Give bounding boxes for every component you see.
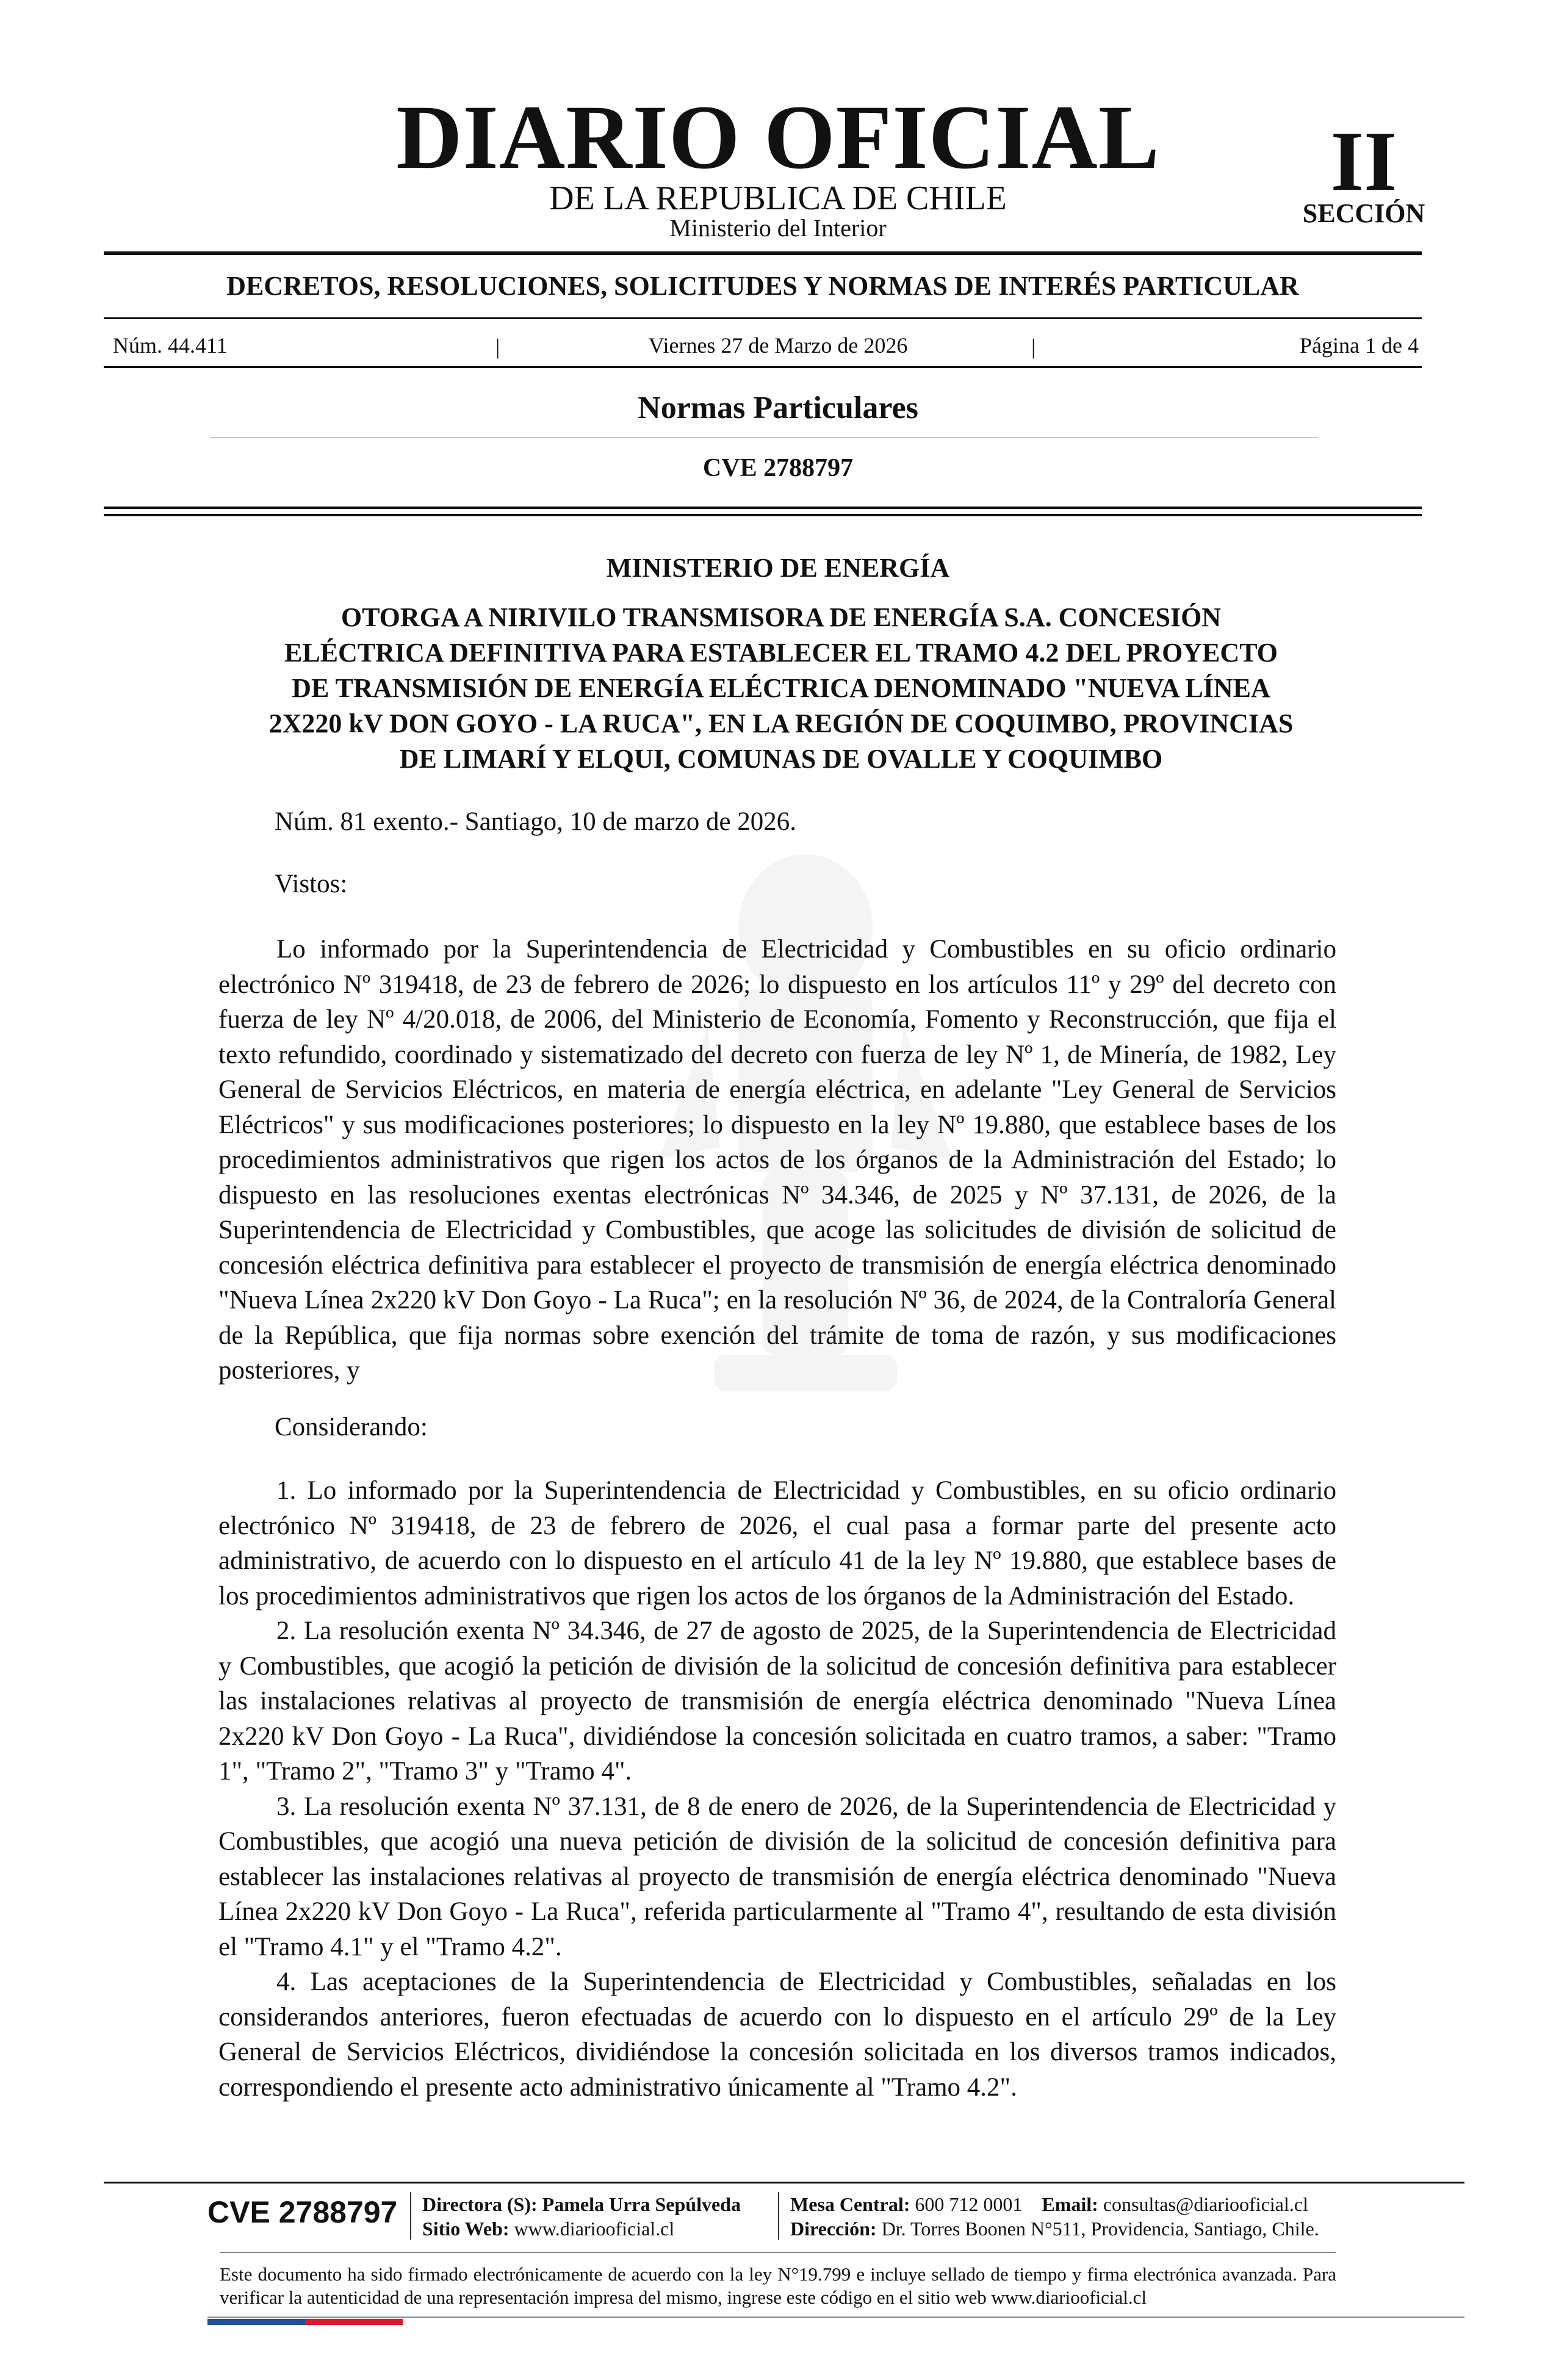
section-number: II: [1330, 114, 1397, 209]
newspaper-subtitle: DE LA REPUBLICA DE CHILE: [549, 179, 1007, 217]
footer-address-value: Dr. Torres Boonen N°511, Providencia, Santiago, Chile.: [881, 2218, 1319, 2240]
footer-separator: [778, 2192, 779, 2240]
footer-cve-code: CVE 2788797: [207, 2195, 398, 2229]
considerando-item: 4. Las aceptaciones de la Superintendencia de Electricidad y Combustibles, señaladas en los considerandos anteriores, fueron efectuadas de acuerdo con lo dispuesto en el artículo 29º de la Ley General de Servicios Eléctricos, dividiéndose la concesión solicitada en los diversos tramos indicados, correspondiendo el presente acto administrativo únicamente al "Tramo 4.2".: [218, 1967, 1336, 2102]
footer-central-label: Mesa Central:: [790, 2193, 910, 2215]
footer-mid-rule: [220, 2252, 1336, 2253]
flag-stripe-red: [305, 2319, 403, 2325]
considerando-item: 2. La resolución exenta Nº 34.346, de 27 de agosto de 2025, de la Superintendencia de Electricidad y Combustibles, que acogió la petición de división de la solicitud de concesión definitiva para establecer las instalaciones relativas al proyecto de transmisión de energía eléctrica denominado "Nueva Línea 2x220 kV Don Goyo - La Ruca", dividiéndose la concesión solicitada en cuatro tramos, a saber: "Tramo 1", "Tramo 2", "Tramo 3" y "Tramo 4".: [218, 1617, 1336, 1786]
norms-heading: Normas Particulares: [638, 391, 918, 425]
meta-separator: |: [495, 334, 500, 359]
footer-site-link[interactable]: www.diariooficial.cl: [514, 2218, 675, 2240]
footer-site-label: Sitio Web:: [422, 2218, 510, 2240]
header-double-rule: [104, 514, 1422, 516]
title-line: ELÉCTRICA DEFINITIVA PARA ESTABLECER EL TRAMO 4.2 DEL PROYECTO: [284, 638, 1278, 668]
decree-line: Núm. 81 exento.- Santiago, 10 de marzo de 2026.: [275, 807, 797, 836]
footer-email-label: Email:: [1042, 2193, 1098, 2215]
header-double-rule: [104, 507, 1422, 509]
considerando-item: 3. La resolución exenta Nº 37.131, de 8 de enero de 2026, de la Superintendencia de Electricidad y Combustibles, que acogió una nueva petición de división de la solicitud de concesión definitiva para establecer las instalaciones relativas al proyecto de transmisión de energía eléctrica denominado "Nueva Línea 2x220 kV Don Goyo - La Ruca", referida particularmente al "Tramo 4", resultando de esta división el "Tramo 4.1" y el "Tramo 4.2".: [218, 1792, 1336, 1961]
document-title: [207, 600, 1355, 777]
meta-rule: [104, 366, 1422, 368]
norms-thin-rule: [211, 437, 1318, 438]
vistos-text: Lo informado por la Superintendencia de Electricidad y Combustibles en su oficio ordinario electrónico Nº 319418, de 23 de febrero de 2026; lo dispuesto en los artículos 11º y 29º del decreto con fuerza de ley Nº 4/20.018, de 2006, del Ministerio de Economía, Fomento y Reconstrucción, que fija el texto refundido, coordinado y sistematizado del decreto con fuerza de ley Nº 1, de Minería, de 1982, Ley General de Servicios Eléctricos, en materia de energía eléctrica, en adelante "Ley General de Servicios Eléctricos" y sus modificaciones posteriores; lo dispuesto en la ley Nº 19.880, que establece bases de los procedimientos administrativos que rigen los actos de los órganos de la Administración del Estado; lo dispuesto en las resoluciones exentas electrónicas Nº 34.346, de 2025 y Nº 37.131, de 2026, de la Superintendencia de Electricidad y Combustibles, que acoge las solicitudes de división de solicitud de concesión eléctrica definitiva para establecer el proyecto de transmisión de energía eléctrica denominado "Nueva Línea 2x220 kV Don Goyo - La Ruca"; en la resolución Nº 36, de 2024, de la Contraloría General de la República, que fija normas sobre exención del trámite de toma de razón, y sus modificaciones posteriores, y: [218, 935, 1336, 1385]
considerando-item: 1. Lo informado por la Superintendencia de Electricidad y Combustibles, en su oficio ordinario electrónico Nº 319418, de 23 de febrero de 2026, el cual pasa a formar parte del presente acto administrativo, de acuerdo con lo dispuesto en el artículo 41 de la ley Nº 19.880, que establece bases de los procedimientos administrativos que rigen los actos de los órganos de la Administración del Estado.: [218, 1476, 1336, 1610]
cve-code-top: CVE 2788797: [702, 454, 854, 482]
vistos-paragraph: [218, 932, 1336, 1388]
footer-disclaimer: Este documento ha sido firmado electrónicamente de acuerdo con la ley N°19.799 e incluye sellado de tiempo y firma electrónica avanzada. Para verificar la autenticidad de una representación impresa del mismo, ingrese este código en el sitio web www.diariooficial.cl: [220, 2263, 1336, 2308]
newspaper-title: DIARIO OFICIAL: [396, 87, 1160, 188]
masthead-rule: [104, 251, 1422, 255]
vistos-label: Vistos:: [275, 870, 348, 898]
newspaper-ministry: Ministerio del Interior: [669, 214, 887, 242]
ministry-heading: MINISTERIO DE ENERGÍA: [606, 553, 950, 583]
title-line: DE LIMARÍ Y ELQUI, COMUNAS DE OVALLE Y COQUIMBO: [399, 744, 1163, 774]
title-line: OTORGA A NIRIVILO TRANSMISORA DE ENERGÍA S.A. CONCESIÓN: [340, 602, 1222, 632]
section-label: SECCIÓN: [1302, 198, 1425, 228]
footer-director: Directora (S): Pamela Urra Sepúlveda: [422, 2193, 741, 2215]
footer-director-block: [422, 2192, 741, 2241]
footer-top-rule: [104, 2182, 1464, 2183]
band-rule: [104, 317, 1422, 319]
considerando-label: Considerando:: [275, 1413, 428, 1441]
footer-separator: [410, 2192, 411, 2240]
footer-address-label: Dirección:: [790, 2218, 877, 2240]
issue-date: Viernes 27 de Marzo de 2026: [648, 333, 908, 358]
footer-central-value: 600 712 0001: [915, 2193, 1023, 2215]
footer-bottom-rule: [207, 2317, 1464, 2318]
considerandos: [218, 1473, 1336, 2105]
meta-separator: |: [1031, 334, 1036, 359]
issue-number: Núm. 44.411: [113, 333, 228, 358]
footer-email-link[interactable]: consultas@diariooficial.cl: [1103, 2193, 1308, 2215]
section-band: DECRETOS, RESOLUCIONES, SOLICITUDES Y NORMAS DE INTERÉS PARTICULAR: [226, 271, 1299, 301]
title-line: DE TRANSMISIÓN DE ENERGÍA ELÉCTRICA DENOMINADO "NUEVA LÍNEA: [292, 673, 1270, 703]
page-indicator: Página 1 de 4: [1300, 333, 1419, 358]
footer-contact-block: [790, 2192, 1319, 2241]
flag-stripe-blue: [207, 2319, 305, 2325]
title-line: 2X220 kV DON GOYO - LA RUCA", EN LA REGIÓN DE COQUIMBO, PROVINCIAS: [268, 709, 1294, 738]
